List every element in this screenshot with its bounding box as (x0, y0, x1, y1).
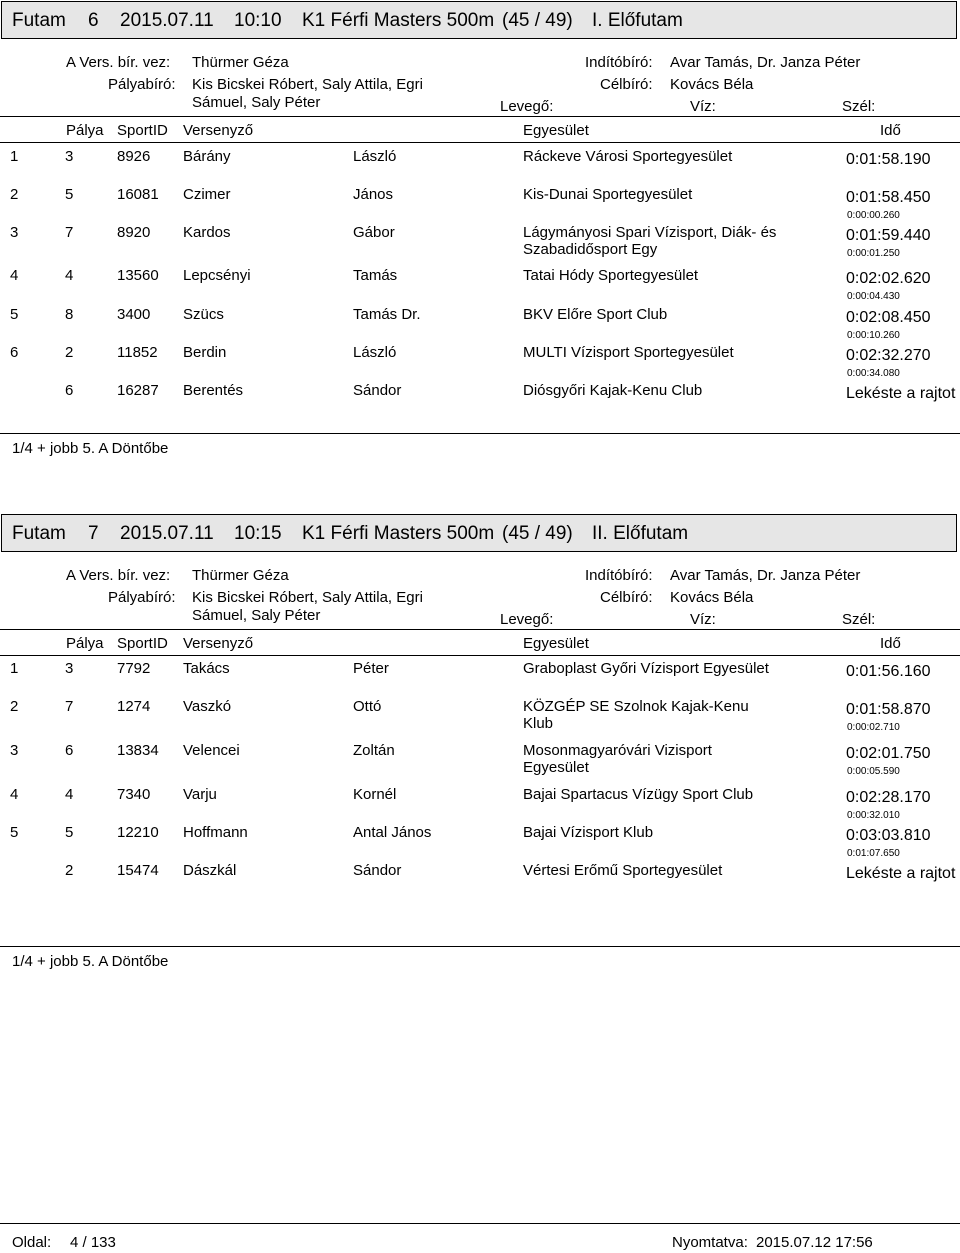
heat-count: (45 / 49) (502, 523, 573, 544)
row-firstname: Gábor (353, 224, 395, 241)
row-firstname: László (353, 148, 397, 165)
row-club: KÖZGÉP SE Szolnok Kajak-Kenu Klub (523, 698, 749, 732)
col-club: Egyesület (523, 635, 589, 652)
water-temp-label: Víz: (690, 611, 716, 628)
heat-number: 6 (88, 10, 99, 31)
heat-event: K1 Férfi Masters 500m (302, 10, 495, 31)
row-lastname: Varju (183, 786, 217, 803)
row-lane: 6 (65, 742, 74, 759)
course-umpire-label: Pályabíró: (108, 76, 176, 93)
row-time: 0:03:03.810 (846, 827, 931, 844)
row-firstname: Kornél (353, 786, 397, 803)
row-lane: 2 (65, 344, 74, 361)
row-place: 2 (10, 186, 19, 203)
row-lastname: Takács (183, 660, 230, 677)
wind-label: Szél: (842, 98, 876, 115)
row-club: MULTI Vízisport Sportegyesület (523, 344, 734, 361)
heat-time: 10:15 (234, 523, 282, 544)
row-place: 4 (10, 267, 19, 284)
row-sportid: 8926 (117, 148, 151, 165)
row-time: 0:01:59.440 (846, 227, 931, 244)
row-sportid: 8920 (117, 224, 151, 241)
course-umpires: Kis Bicskei Róbert, Saly Attila, Egri Sámuel, Saly Péter (192, 589, 423, 624)
row-time-gap: 0:00:00.260 (847, 210, 900, 221)
heat-count: (45 / 49) (502, 10, 573, 31)
heat-header (1, 514, 957, 552)
row-sportid: 13560 (117, 267, 159, 284)
chief-official-label: A Vers. bír. vez: (66, 54, 171, 71)
row-lane: 4 (65, 267, 74, 284)
row-lastname: Dászkál (183, 862, 237, 879)
col-sportid: SportID (117, 635, 168, 652)
page-number: 4 / 133 (70, 1234, 116, 1251)
row-place: 5 (10, 306, 19, 323)
row-sportid: 1274 (117, 698, 151, 715)
row-time: 0:01:58.190 (846, 151, 931, 168)
row-time: Lekéste a rajtot (846, 385, 956, 402)
starter-names: Avar Tamás, Dr. Janza Péter (670, 54, 861, 71)
starter-label: Indítóbíró: (585, 567, 653, 584)
row-time: 0:02:28.170 (846, 789, 931, 806)
course-umpires: Kis Bicskei Róbert, Saly Attila, Egri Sámuel, Saly Péter (192, 76, 423, 111)
row-lastname: Szücs (183, 306, 224, 323)
col-competitor: Versenyző (183, 122, 254, 139)
row-club: Tatai Hódy Sportegyesület (523, 267, 699, 284)
row-club: Vértesi Erőmű Sportegyesület (523, 862, 723, 879)
row-lane: 8 (65, 306, 74, 323)
row-club: Graboplast Győri Vízisport Egyesület (523, 660, 769, 677)
row-place: 2 (10, 698, 19, 715)
col-lane: Pálya (66, 122, 104, 139)
row-time: 0:01:56.160 (846, 663, 931, 680)
row-lane: 7 (65, 698, 74, 715)
qualification-note: 1/4 + jobb 5. A Döntőbe (12, 440, 169, 457)
row-lastname: Bárány (183, 148, 231, 165)
row-time-gap: 0:00:05.590 (847, 766, 900, 777)
row-time: 0:02:02.620 (846, 270, 931, 287)
row-time: Lekéste a rajtot (846, 865, 956, 882)
heat-phase: I. Előfutam (592, 10, 683, 31)
printed-label: Nyomtatva: (672, 1234, 748, 1251)
row-lastname: Velencei (183, 742, 240, 759)
row-lane: 4 (65, 786, 74, 803)
footer-divider (0, 1223, 960, 1224)
row-time-gap: 0:00:04.430 (847, 291, 900, 302)
row-lastname: Czimer (183, 186, 231, 203)
heat-event: K1 Férfi Masters 500m (302, 523, 495, 544)
row-firstname: János (353, 186, 394, 203)
finish-judge-label: Célbíró: (600, 589, 653, 606)
col-club: Egyesület (523, 122, 589, 139)
row-lane: 3 (65, 148, 74, 165)
starter-label: Indítóbíró: (585, 54, 653, 71)
row-place: 1 (10, 660, 19, 677)
qualification-note: 1/4 + jobb 5. A Döntőbe (12, 953, 169, 970)
row-place: 3 (10, 224, 19, 241)
heat-phase: II. Előfutam (592, 523, 689, 544)
col-competitor: Versenyző (183, 635, 254, 652)
heat-label: Futam (12, 10, 66, 31)
row-club: Kis-Dunai Sportegyesület (523, 186, 693, 203)
col-lane: Pálya (66, 635, 104, 652)
row-sportid: 7792 (117, 660, 151, 677)
air-temp-label: Levegő: (500, 98, 554, 115)
row-time: 0:02:08.450 (846, 309, 931, 326)
row-place: 6 (10, 344, 19, 361)
water-temp-label: Víz: (690, 98, 716, 115)
header-divider-bottom (0, 655, 960, 656)
row-sportid: 15474 (117, 862, 159, 879)
course-umpire-label: Pályabíró: (108, 589, 176, 606)
row-lastname: Vaszkó (183, 698, 232, 715)
row-club: Bajai Spartacus Vízügy Sport Club (523, 786, 754, 803)
heat-number: 7 (88, 523, 99, 544)
row-club: Mosonmagyaróvári Vizisport Egyesület (523, 742, 712, 776)
row-time: 0:01:58.870 (846, 701, 931, 718)
row-lane: 5 (65, 824, 74, 841)
row-firstname: Sándor (353, 382, 402, 399)
row-sportid: 16287 (117, 382, 159, 399)
row-sportid: 13834 (117, 742, 159, 759)
table-bottom-divider (0, 433, 960, 434)
row-sportid: 16081 (117, 186, 159, 203)
row-time-gap: 0:00:02.710 (847, 722, 900, 733)
row-firstname: Zoltán (353, 742, 395, 759)
row-time-gap: 0:01:07.650 (847, 848, 900, 859)
row-lane: 7 (65, 224, 74, 241)
row-sportid: 12210 (117, 824, 159, 841)
header-divider-bottom (0, 142, 960, 143)
chief-official-label: A Vers. bír. vez: (66, 567, 171, 584)
row-club: Diósgyőri Kajak-Kenu Club (523, 382, 703, 399)
row-lane: 3 (65, 660, 74, 677)
heat-date: 2015.07.11 (120, 10, 214, 31)
finish-judge-label: Célbíró: (600, 76, 653, 93)
heat-header (1, 1, 957, 39)
col-sportid: SportID (117, 122, 168, 139)
header-divider-top (0, 629, 960, 630)
page-label: Oldal: (12, 1234, 52, 1251)
row-sportid: 7340 (117, 786, 151, 803)
row-time-gap: 0:00:01.250 (847, 248, 900, 259)
row-firstname: Sándor (353, 862, 402, 879)
printed-timestamp: 2015.07.12 17:56 (756, 1234, 873, 1251)
row-club: Ráckeve Városi Sportegyesület (523, 148, 733, 165)
row-club: Lágymányosi Spari Vízisport, Diák- és Szabadidősport Egy (523, 224, 777, 258)
row-lastname: Berentés (183, 382, 244, 399)
row-firstname: Péter (353, 660, 389, 677)
row-lastname: Berdin (183, 344, 227, 361)
row-sportid: 3400 (117, 306, 151, 323)
chief-official: Thürmer Géza (192, 567, 289, 584)
heat-date: 2015.07.11 (120, 523, 214, 544)
row-firstname: László (353, 344, 397, 361)
row-place: 3 (10, 742, 19, 759)
row-lastname: Kardos (183, 224, 231, 241)
row-time-gap: 0:00:34.080 (847, 368, 900, 379)
air-temp-label: Levegő: (500, 611, 554, 628)
row-time: 0:01:58.450 (846, 189, 931, 206)
finish-judge: Kovács Béla (670, 589, 754, 606)
row-firstname: Antal János (353, 824, 432, 841)
row-firstname: Ottó (353, 698, 382, 715)
chief-official: Thürmer Géza (192, 54, 289, 71)
row-lastname: Lepcsényi (183, 267, 251, 284)
row-firstname: Tamás (353, 267, 398, 284)
row-lastname: Hoffmann (183, 824, 248, 841)
row-club: BKV Előre Sport Club (523, 306, 668, 323)
heat-time: 10:10 (234, 10, 282, 31)
finish-judge: Kovács Béla (670, 76, 754, 93)
heat-label: Futam (12, 523, 66, 544)
row-time-gap: 0:00:32.010 (847, 810, 900, 821)
row-time: 0:02:01.750 (846, 745, 931, 762)
row-place: 5 (10, 824, 19, 841)
row-lane: 5 (65, 186, 74, 203)
row-place: 4 (10, 786, 19, 803)
row-lane: 2 (65, 862, 74, 879)
row-firstname: Tamás Dr. (353, 306, 421, 323)
col-time: Idő (880, 122, 901, 139)
starter-names: Avar Tamás, Dr. Janza Péter (670, 567, 861, 584)
wind-label: Szél: (842, 611, 876, 628)
row-lane: 6 (65, 382, 74, 399)
header-divider-top (0, 116, 960, 117)
row-time: 0:02:32.270 (846, 347, 931, 364)
col-time: Idő (880, 635, 901, 652)
row-time-gap: 0:00:10.260 (847, 330, 900, 341)
row-sportid: 11852 (117, 344, 158, 361)
table-bottom-divider (0, 946, 960, 947)
row-club: Bajai Vízisport Klub (523, 824, 654, 841)
row-place: 1 (10, 148, 19, 165)
